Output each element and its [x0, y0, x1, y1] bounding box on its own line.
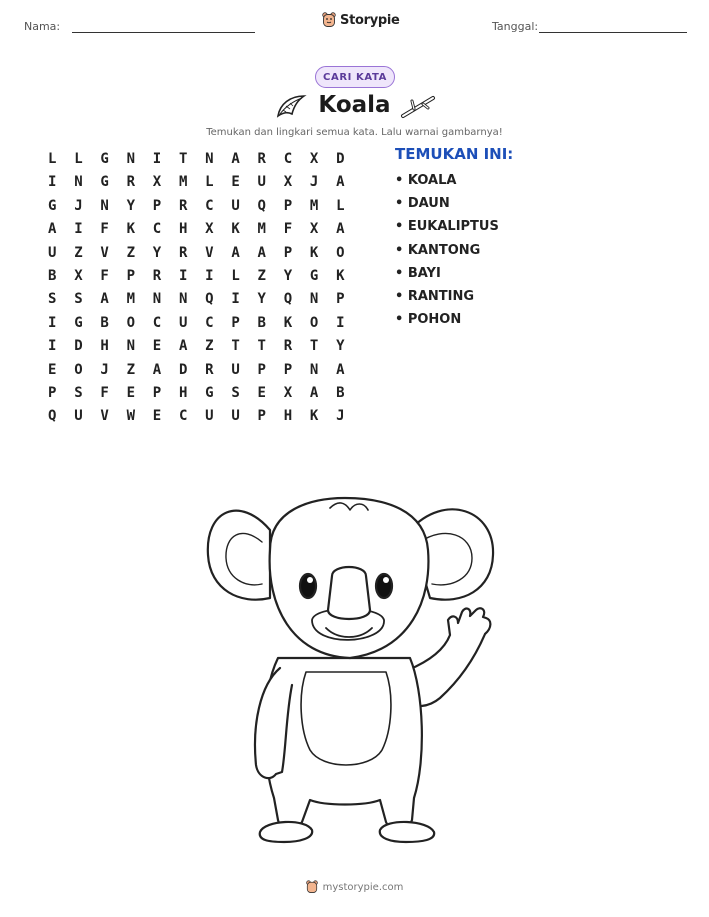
grid-letter[interactable]: E [257, 384, 266, 401]
grid-row [48, 335, 362, 358]
grid-row [48, 218, 362, 241]
grid-letter[interactable]: I [178, 267, 188, 284]
grid-letter[interactable]: L [74, 151, 83, 167]
word-item: • EUKALIPTUS [395, 219, 499, 235]
grid-letter[interactable]: C [178, 408, 188, 425]
branch-icon [400, 92, 436, 120]
grid-letter[interactable]: M [257, 221, 266, 238]
grid-letter[interactable]: Y [257, 291, 266, 308]
grid-letter[interactable]: K [336, 267, 345, 284]
grid-letter[interactable]: Z [126, 244, 135, 261]
grid-letter[interactable]: C [205, 197, 214, 214]
grid-letter[interactable]: I [152, 151, 162, 167]
grid-letter[interactable]: B [100, 314, 109, 331]
grid-letter[interactable]: Y [152, 244, 162, 261]
grid-letter[interactable]: Q [48, 408, 57, 425]
grid-letter[interactable]: N [74, 174, 83, 191]
grid-letter[interactable]: I [48, 174, 57, 191]
grid-row [48, 242, 362, 265]
grid-letter[interactable]: I [336, 314, 345, 331]
grid-letter[interactable]: Z [126, 361, 135, 378]
grid-letter[interactable]: L [231, 267, 240, 284]
grid-letter[interactable]: V [100, 244, 109, 261]
grid-letter[interactable]: P [283, 197, 293, 214]
grid-letter[interactable]: Z [205, 338, 214, 355]
grid-row [48, 359, 362, 382]
grid-letter[interactable]: A [100, 291, 109, 308]
grid-letter[interactable]: F [100, 221, 109, 238]
grid-letter[interactable]: A [309, 384, 319, 401]
grid-row [48, 148, 362, 171]
grid-letter[interactable]: S [231, 384, 240, 401]
grid-letter[interactable]: B [336, 384, 345, 401]
word-item: • BAYI [395, 265, 441, 281]
grid-letter[interactable]: U [257, 174, 266, 191]
grid-letter[interactable]: A [336, 174, 345, 191]
storypie-logo-icon [322, 12, 336, 28]
right-eye [376, 574, 392, 598]
grid-letter[interactable]: J [74, 197, 83, 214]
grid-letter[interactable]: X [283, 384, 293, 401]
grid-letter[interactable]: P [257, 361, 266, 378]
grid-letter[interactable]: R [126, 174, 135, 191]
grid-letter[interactable]: A [257, 244, 266, 261]
right-foot [380, 822, 434, 842]
grid-letter[interactable]: K [309, 408, 319, 425]
grid-letter[interactable]: U [178, 314, 188, 331]
footer-url[interactable]: mystorypie.com [322, 881, 404, 893]
grid-row [48, 195, 362, 218]
grid-letter[interactable]: T [309, 338, 319, 355]
grid-letter[interactable]: X [309, 151, 319, 167]
grid-letter[interactable]: E [152, 408, 162, 425]
grid-letter[interactable]: A [336, 361, 345, 378]
grid-letter[interactable]: A [336, 221, 345, 238]
grid-letter[interactable]: P [283, 244, 293, 261]
grid-letter[interactable]: B [257, 314, 266, 331]
grid-letter[interactable]: O [336, 244, 345, 261]
grid-letter[interactable]: P [257, 408, 266, 425]
grid-letter[interactable]: I [74, 221, 83, 238]
grid-letter[interactable]: A [48, 221, 57, 238]
grid-letter[interactable]: S [74, 384, 83, 401]
name-label: Nama: [24, 20, 61, 33]
grid-letter[interactable]: A [152, 361, 162, 378]
grid-letter[interactable]: N [309, 361, 319, 378]
grid-letter[interactable]: V [100, 408, 109, 425]
grid-letter[interactable]: G [74, 314, 83, 331]
grid-letter[interactable]: C [152, 314, 162, 331]
word-search-grid [48, 148, 362, 429]
word-item: • KOALA [395, 173, 457, 188]
word-list-title: TEMUKAN INI: [395, 145, 514, 163]
grid-letter[interactable]: K [126, 221, 135, 238]
grid-letter[interactable]: G [309, 267, 319, 284]
grid-letter[interactable]: E [231, 174, 240, 191]
grid-letter[interactable]: X [309, 221, 319, 238]
grid-letter[interactable]: P [336, 291, 345, 308]
grid-letter[interactable]: A [178, 338, 188, 355]
grid-letter[interactable]: J [309, 174, 319, 191]
word-item: • RANTING [395, 288, 475, 304]
grid-letter[interactable]: G [48, 197, 57, 214]
grid-letter[interactable]: U [74, 408, 83, 425]
grid-letter[interactable]: H [178, 384, 188, 401]
grid-row [48, 288, 362, 311]
grid-letter[interactable]: V [205, 244, 214, 261]
grid-letter[interactable]: C [283, 151, 293, 167]
grid-letter[interactable]: Q [205, 291, 214, 308]
grid-letter[interactable]: M [178, 174, 188, 191]
grid-letter[interactable]: R [205, 361, 214, 378]
grid-letter[interactable]: R [257, 151, 266, 167]
grid-letter[interactable]: U [231, 361, 240, 378]
grid-row [48, 171, 362, 194]
left-foot [260, 822, 312, 842]
category-badge: CARI KATA [315, 66, 395, 88]
grid-letter[interactable]: P [48, 384, 57, 401]
grid-letter[interactable]: N [309, 291, 319, 308]
grid-letter[interactable]: X [74, 267, 83, 284]
grid-letter[interactable]: J [100, 361, 109, 378]
word-list [395, 172, 499, 334]
grid-letter[interactable]: H [100, 338, 109, 355]
brand-logo [322, 12, 400, 28]
word-item: • POHON [395, 312, 462, 328]
grid-letter[interactable]: R [178, 197, 188, 214]
grid-letter[interactable]: P [126, 267, 135, 284]
grid-letter[interactable]: G [100, 151, 109, 167]
grid-letter[interactable]: C [205, 314, 214, 331]
grid-letter[interactable]: X [205, 221, 214, 238]
grid-letter[interactable]: Y [336, 338, 345, 355]
grid-letter[interactable]: K [231, 221, 240, 238]
grid-letter[interactable]: L [336, 197, 345, 214]
grid-letter[interactable]: R [283, 338, 293, 355]
grid-letter[interactable]: N [126, 338, 135, 355]
grid-letter[interactable]: U [205, 408, 214, 425]
grid-letter[interactable]: I [205, 267, 214, 284]
grid-letter[interactable]: R [152, 267, 162, 284]
grid-letter[interactable]: I [48, 314, 57, 331]
grid-letter[interactable]: L [48, 151, 57, 167]
grid-letter[interactable]: J [336, 408, 345, 425]
grid-letter[interactable]: X [283, 174, 293, 191]
grid-letter[interactable]: U [231, 408, 240, 425]
grid-letter[interactable]: K [309, 244, 319, 261]
grid-letter[interactable]: N [100, 197, 109, 214]
koala-illustration [200, 480, 505, 858]
grid-letter[interactable]: A [231, 151, 240, 167]
storypie-logo-icon [306, 880, 318, 894]
grid-letter[interactable]: B [48, 267, 57, 284]
grid-letter[interactable]: E [152, 338, 162, 355]
grid-letter[interactable]: D [178, 361, 188, 378]
grid-letter[interactable]: X [152, 174, 162, 191]
grid-letter[interactable]: T [178, 151, 188, 167]
grid-letter[interactable]: O [309, 314, 319, 331]
date-label: Tanggal: [492, 20, 539, 33]
grid-letter[interactable]: I [48, 338, 57, 355]
grid-letter[interactable]: Z [257, 267, 266, 284]
grid-letter[interactable]: T [231, 338, 240, 355]
nose [328, 567, 370, 619]
grid-letter[interactable]: M [309, 197, 319, 214]
grid-letter[interactable]: U [231, 197, 240, 214]
grid-row [48, 312, 362, 335]
left-eye [300, 574, 316, 598]
grid-letter[interactable]: F [100, 267, 109, 284]
grid-letter[interactable]: H [178, 221, 188, 238]
name-field-line[interactable] [72, 32, 255, 33]
footer [0, 880, 709, 894]
grid-letter[interactable]: Y [283, 267, 293, 284]
grid-letter[interactable]: L [205, 174, 214, 191]
grid-letter[interactable]: O [74, 361, 83, 378]
grid-row [48, 405, 362, 428]
word-item: • DAUN [395, 196, 450, 212]
grid-letter[interactable]: Q [257, 197, 266, 214]
grid-letter[interactable]: M [126, 291, 135, 308]
grid-letter[interactable]: F [283, 221, 293, 238]
grid-letter[interactable]: G [100, 174, 109, 191]
grid-letter[interactable]: N [152, 291, 162, 308]
grid-letter[interactable]: K [283, 314, 293, 331]
grid-letter[interactable]: Z [74, 244, 83, 261]
grid-row [48, 382, 362, 405]
grid-letter[interactable]: Q [283, 291, 293, 308]
grid-letter[interactable]: W [126, 408, 135, 425]
grid-letter[interactable]: A [231, 244, 240, 261]
grid-letter[interactable]: P [152, 197, 162, 214]
brand-name: Storypie [340, 12, 400, 28]
instruction-text: Temukan dan lingkari semua kata. Lalu warnai gambarnya! [206, 127, 503, 138]
grid-letter[interactable]: O [126, 314, 135, 331]
grid-letter[interactable]: D [74, 338, 83, 355]
grid-letter[interactable]: P [152, 384, 162, 401]
date-field-line[interactable] [539, 32, 687, 33]
grid-letter[interactable]: P [231, 314, 240, 331]
grid-letter[interactable]: Y [126, 197, 135, 214]
grid-letter[interactable]: G [205, 384, 214, 401]
grid-letter[interactable]: N [205, 151, 214, 167]
grid-letter[interactable]: P [283, 361, 293, 378]
grid-letter[interactable]: E [126, 384, 135, 401]
grid-letter[interactable]: H [283, 408, 293, 425]
page-title: Koala [318, 92, 391, 118]
grid-letter[interactable]: D [336, 151, 345, 167]
grid-letter[interactable]: E [48, 361, 57, 378]
belly-fur [301, 672, 391, 765]
grid-letter[interactable]: N [126, 151, 135, 167]
word-item: • KANTONG [395, 242, 481, 258]
grid-letter[interactable]: N [178, 291, 188, 308]
grid-letter[interactable]: S [48, 291, 57, 308]
grid-letter[interactable]: T [257, 338, 266, 355]
grid-letter[interactable]: S [74, 291, 83, 308]
grid-letter[interactable]: I [231, 291, 240, 308]
grid-letter[interactable]: U [48, 244, 57, 261]
grid-letter[interactable]: C [152, 221, 162, 238]
grid-letter[interactable]: R [178, 244, 188, 261]
grid-row [48, 265, 362, 288]
grid-letter[interactable]: F [100, 384, 109, 401]
